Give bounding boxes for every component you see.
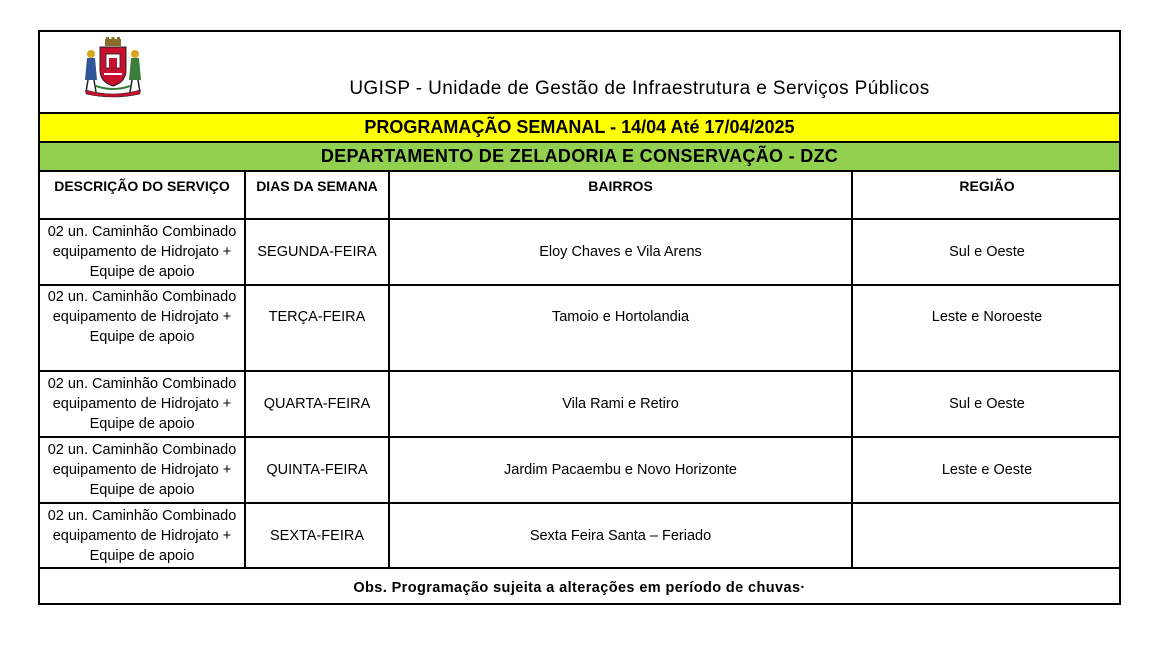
- cell-neighborhoods: Sexta Feira Santa – Feriado: [529, 527, 712, 544]
- cell-region: Sul e Oeste: [949, 396, 1025, 412]
- column-header-region: REGIÃO: [959, 178, 1015, 194]
- cell-day: QUARTA-FEIRA: [263, 396, 371, 412]
- cell-description: 02 un. Caminhão Combinado equipamento de Hidrojato + Equipe de apoio: [47, 289, 237, 345]
- cell-region: Leste e Oeste: [941, 462, 1033, 478]
- schedule-title: PROGRAMAÇÃO SEMANAL - 14/04 Até 17/04/2025: [40, 114, 1119, 143]
- cell-neighborhoods: Vila Rami e Retiro: [562, 396, 679, 412]
- cell-region: [853, 504, 1121, 567]
- cell-day: SEXTA-FEIRA: [270, 527, 364, 544]
- cell-neighborhoods: Tamoio e Hortolandia: [551, 309, 690, 325]
- cell-description: 02 un. Caminhão Combinado equipamento de Hidrojato + Equipe de apoio: [47, 442, 237, 498]
- cell-description: 02 un. Caminhão Combinado equipamento de Hidrojato + Equipe de apoio: [47, 507, 237, 564]
- column-header-description: DESCRIÇÃO DO SERVIÇO: [54, 178, 230, 194]
- cell-region: Leste e Noroeste: [931, 309, 1043, 325]
- schedule-document: [38, 30, 1121, 605]
- organization-title: UGISP - Unidade de Gestão de Infraestrutura e Serviços Públicos: [349, 78, 930, 99]
- column-header-neighborhoods: BAIRROS: [588, 178, 653, 194]
- cell-description: 02 un. Caminhão Combinado equipamento de Hidrojato + Equipe de apoio: [47, 376, 237, 432]
- document-header: [40, 32, 1119, 114]
- cell-day: TERÇA-FEIRA: [268, 309, 366, 325]
- department-title: DEPARTAMENTO DE ZELADORIA E CONSERVAÇÃO - DZC: [40, 143, 1119, 172]
- cell-neighborhoods: Eloy Chaves e Vila Arens: [539, 244, 702, 260]
- cell-day: QUINTA-FEIRA: [266, 462, 368, 478]
- cell-region: Sul e Oeste: [949, 244, 1025, 260]
- footer-note: Obs. Programação sujeita a alterações em período de chuvas·: [353, 580, 806, 596]
- column-header-day: DIAS DA SEMANA: [256, 178, 378, 194]
- cell-day: SEGUNDA-FEIRA: [257, 244, 377, 260]
- cell-neighborhoods: Jardim Pacaembu e Novo Horizonte: [504, 462, 737, 478]
- cell-description: 02 un. Caminhão Combinado equipamento de Hidrojato + Equipe de apoio: [47, 224, 237, 280]
